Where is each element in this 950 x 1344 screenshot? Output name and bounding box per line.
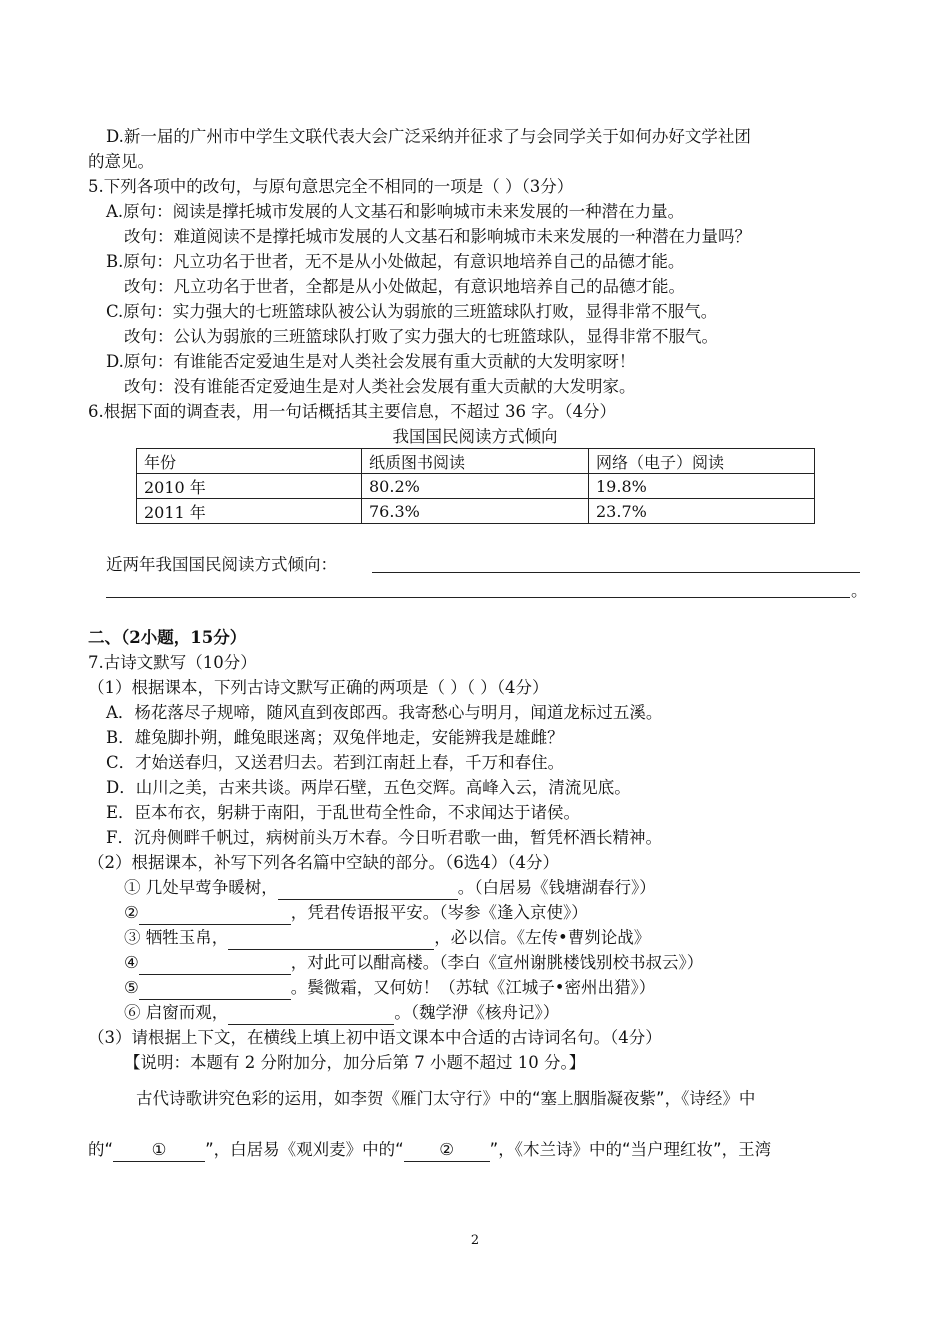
q7-part3-note: 【说明：本题有 2 分附加分，加分后第 7 小题不超过 10 分。】 (124, 1053, 586, 1072)
passage-line-1: 古代诗歌讲究色彩的运用，如李贺《雁门太守行》中的“塞上胭脂凝夜紫”，《诗经》中 (136, 1089, 756, 1108)
q7-part2-stem: （2）根据课本，补写下列各名篇中空缺的部分。（6选4）（4分） (88, 853, 559, 872)
table-header-cell: 纸质图书阅读 (362, 449, 589, 474)
q5-a-revised: 改句：难道阅读不是撑托城市发展的人文基石和影响城市未来发展的一种潜在力量吗？ (124, 227, 751, 246)
q5-b-original: B.原句：凡立功名于世者，无不是从小处做起，有意识地培养自己的品德才能。 (106, 252, 685, 271)
fill-blank[interactable] (228, 927, 434, 950)
q7-title: 7.古诗文默写（10分） (88, 653, 257, 672)
passage-blank-1[interactable]: ① (113, 1139, 205, 1162)
fill-item-6 (124, 1002, 559, 1025)
table-cell: 80.2% (362, 474, 589, 499)
q5-a-original: A.原句：阅读是撑托城市发展的人文基石和影响城市未来发展的一种潜在力量。 (106, 202, 685, 221)
q7-part1-option: E．臣本布衣，躬耕于南阳，于乱世苟全性命，不求闻达于诸侯。 (106, 803, 581, 822)
passage-fragment: ”，《木兰诗》中的“当户理红妆”，王湾 (489, 1140, 772, 1159)
q6-answer-prompt: 近两年我国国民阅读方式倾向： (106, 555, 337, 574)
table-row (137, 474, 815, 499)
q5-b-revised: 改句：凡立功名于世者，全都是从小处做起，有意识地培养自己的品德才能。 (124, 277, 685, 296)
fill-blank[interactable] (278, 877, 458, 900)
q7-part1-stem: （1）根据课本，下列古诗文默写正确的两项是（ ）（ ）（4分） (88, 678, 549, 697)
q7-part1-option: C．才始送春归，又送君归去。若到江南赶上春，千万和春住。 (106, 753, 565, 772)
q7-part3-stem: （3）请根据上下文，在横线上填上初中语文课本中合适的古诗词名句。（4分） (88, 1028, 662, 1047)
q5-c-revised: 改句：公认为弱旅的三班篮球队打败了实力强大的七班篮球队，显得非常不服气。 (124, 327, 718, 346)
fill-item-prefix: ⑤ (124, 978, 139, 997)
fill-item-suffix: ，对此可以酣高楼。（李白《宣州谢朓楼饯别校书叔云》） (290, 953, 704, 972)
table-header-row (137, 449, 815, 474)
table-cell: 2010 年 (137, 474, 362, 499)
fill-item-prefix: ③ 牺牲玉帛， (124, 928, 229, 947)
q6-end-mark: 。 (851, 581, 868, 600)
fill-item-prefix: ④ (124, 953, 139, 972)
fill-item-2 (124, 902, 588, 925)
fill-item-prefix: ① 几处早莺争暖树， (124, 878, 278, 897)
q6-answer-line-1[interactable] (372, 572, 860, 573)
fill-blank[interactable] (139, 902, 291, 925)
table-header-cell: 年份 (137, 449, 362, 474)
fill-item-suffix: ，必以信。《左传•曹刿论战》 (434, 928, 651, 947)
fill-item-suffix: 。（魏学洢《核舟记》） (394, 1003, 560, 1022)
q7-part1-option: D．山川之美，古来共谈。两岸石壁，五色交辉。高峰入云，清流见底。 (106, 778, 631, 797)
fill-blank[interactable] (228, 1002, 394, 1025)
passage-fragment: 的“ (88, 1140, 114, 1159)
fill-item-suffix: ，凭君传语报平安。（岑参《逢入京使》） (290, 903, 588, 922)
q4-option-d-line1: D.新一届的广州市中学生文联代表大会广泛采纳并征求了与会同学关于如何办好文学社团 (106, 127, 751, 146)
q6-answer-line-2[interactable] (106, 597, 850, 598)
table-row (137, 499, 815, 524)
page-number: 2 (470, 1233, 480, 1248)
fill-blank[interactable] (139, 952, 291, 975)
q5-d-revised: 改句：没有谁能否定爱迪生是对人类社会发展有重大贡献的大发明家。 (124, 377, 636, 396)
passage-blank-2[interactable]: ② (404, 1139, 490, 1162)
q7-part1-option: A．杨花落尽子规啼，随风直到夜郎西。我寄愁心与明月，闻道龙标过五溪。 (106, 703, 663, 722)
q5-c-original: C.原句：实力强大的七班篮球队被公认为弱旅的三班篮球队打败，显得非常不服气。 (106, 302, 718, 321)
fill-item-prefix: ⑥ 启窗而观， (124, 1003, 229, 1022)
table-header-cell: 网络（电子）阅读 (589, 449, 815, 474)
q7-part1-option: F．沉舟侧畔千帆过，病树前头万木春。今日听君歌一曲，暂凭杯酒长精神。 (106, 828, 662, 847)
table-cell: 19.8% (589, 474, 815, 499)
fill-blank[interactable] (139, 977, 291, 1000)
fill-item-prefix: ② (124, 903, 139, 922)
q5-stem: 5.下列各项中的改句，与原句意思完全不相同的一项是（ ）（3分） (88, 177, 574, 196)
q6-stem: 6.根据下面的调查表，用一句话概括其主要信息，不超过 36 字。（4分） (88, 402, 616, 421)
table-title: 我国国民阅读方式倾向 (392, 427, 558, 446)
fill-item-1 (124, 877, 656, 900)
table-cell: 23.7% (589, 499, 815, 524)
fill-item-4 (124, 952, 703, 975)
fill-item-5 (124, 977, 655, 1000)
fill-item-suffix: 。（白居易《钱塘湖春行》） (457, 878, 656, 897)
fill-item-3 (124, 927, 650, 950)
q7-part1-option: B．雄兔脚扑朔，雌兔眼迷离；双兔伴地走，安能辨我是雄雌？ (106, 728, 564, 747)
table-cell: 76.3% (362, 499, 589, 524)
section-2-title: 二、（2小题，15分） (88, 628, 247, 647)
q4-option-d-line2: 的意见。 (88, 152, 154, 171)
survey-table (136, 448, 815, 524)
passage-line-2 (88, 1139, 771, 1162)
passage-fragment: ”，白居易《观刈麦》中的“ (205, 1140, 404, 1159)
fill-item-suffix: 。鬓微霜，又何妨！（苏轼《江城子•密州出猎》） (290, 978, 656, 997)
q5-d-original: D.原句：有谁能否定爱迪生是对人类社会发展有重大贡献的大发明家呀！ (106, 352, 636, 371)
table-cell: 2011 年 (137, 499, 362, 524)
